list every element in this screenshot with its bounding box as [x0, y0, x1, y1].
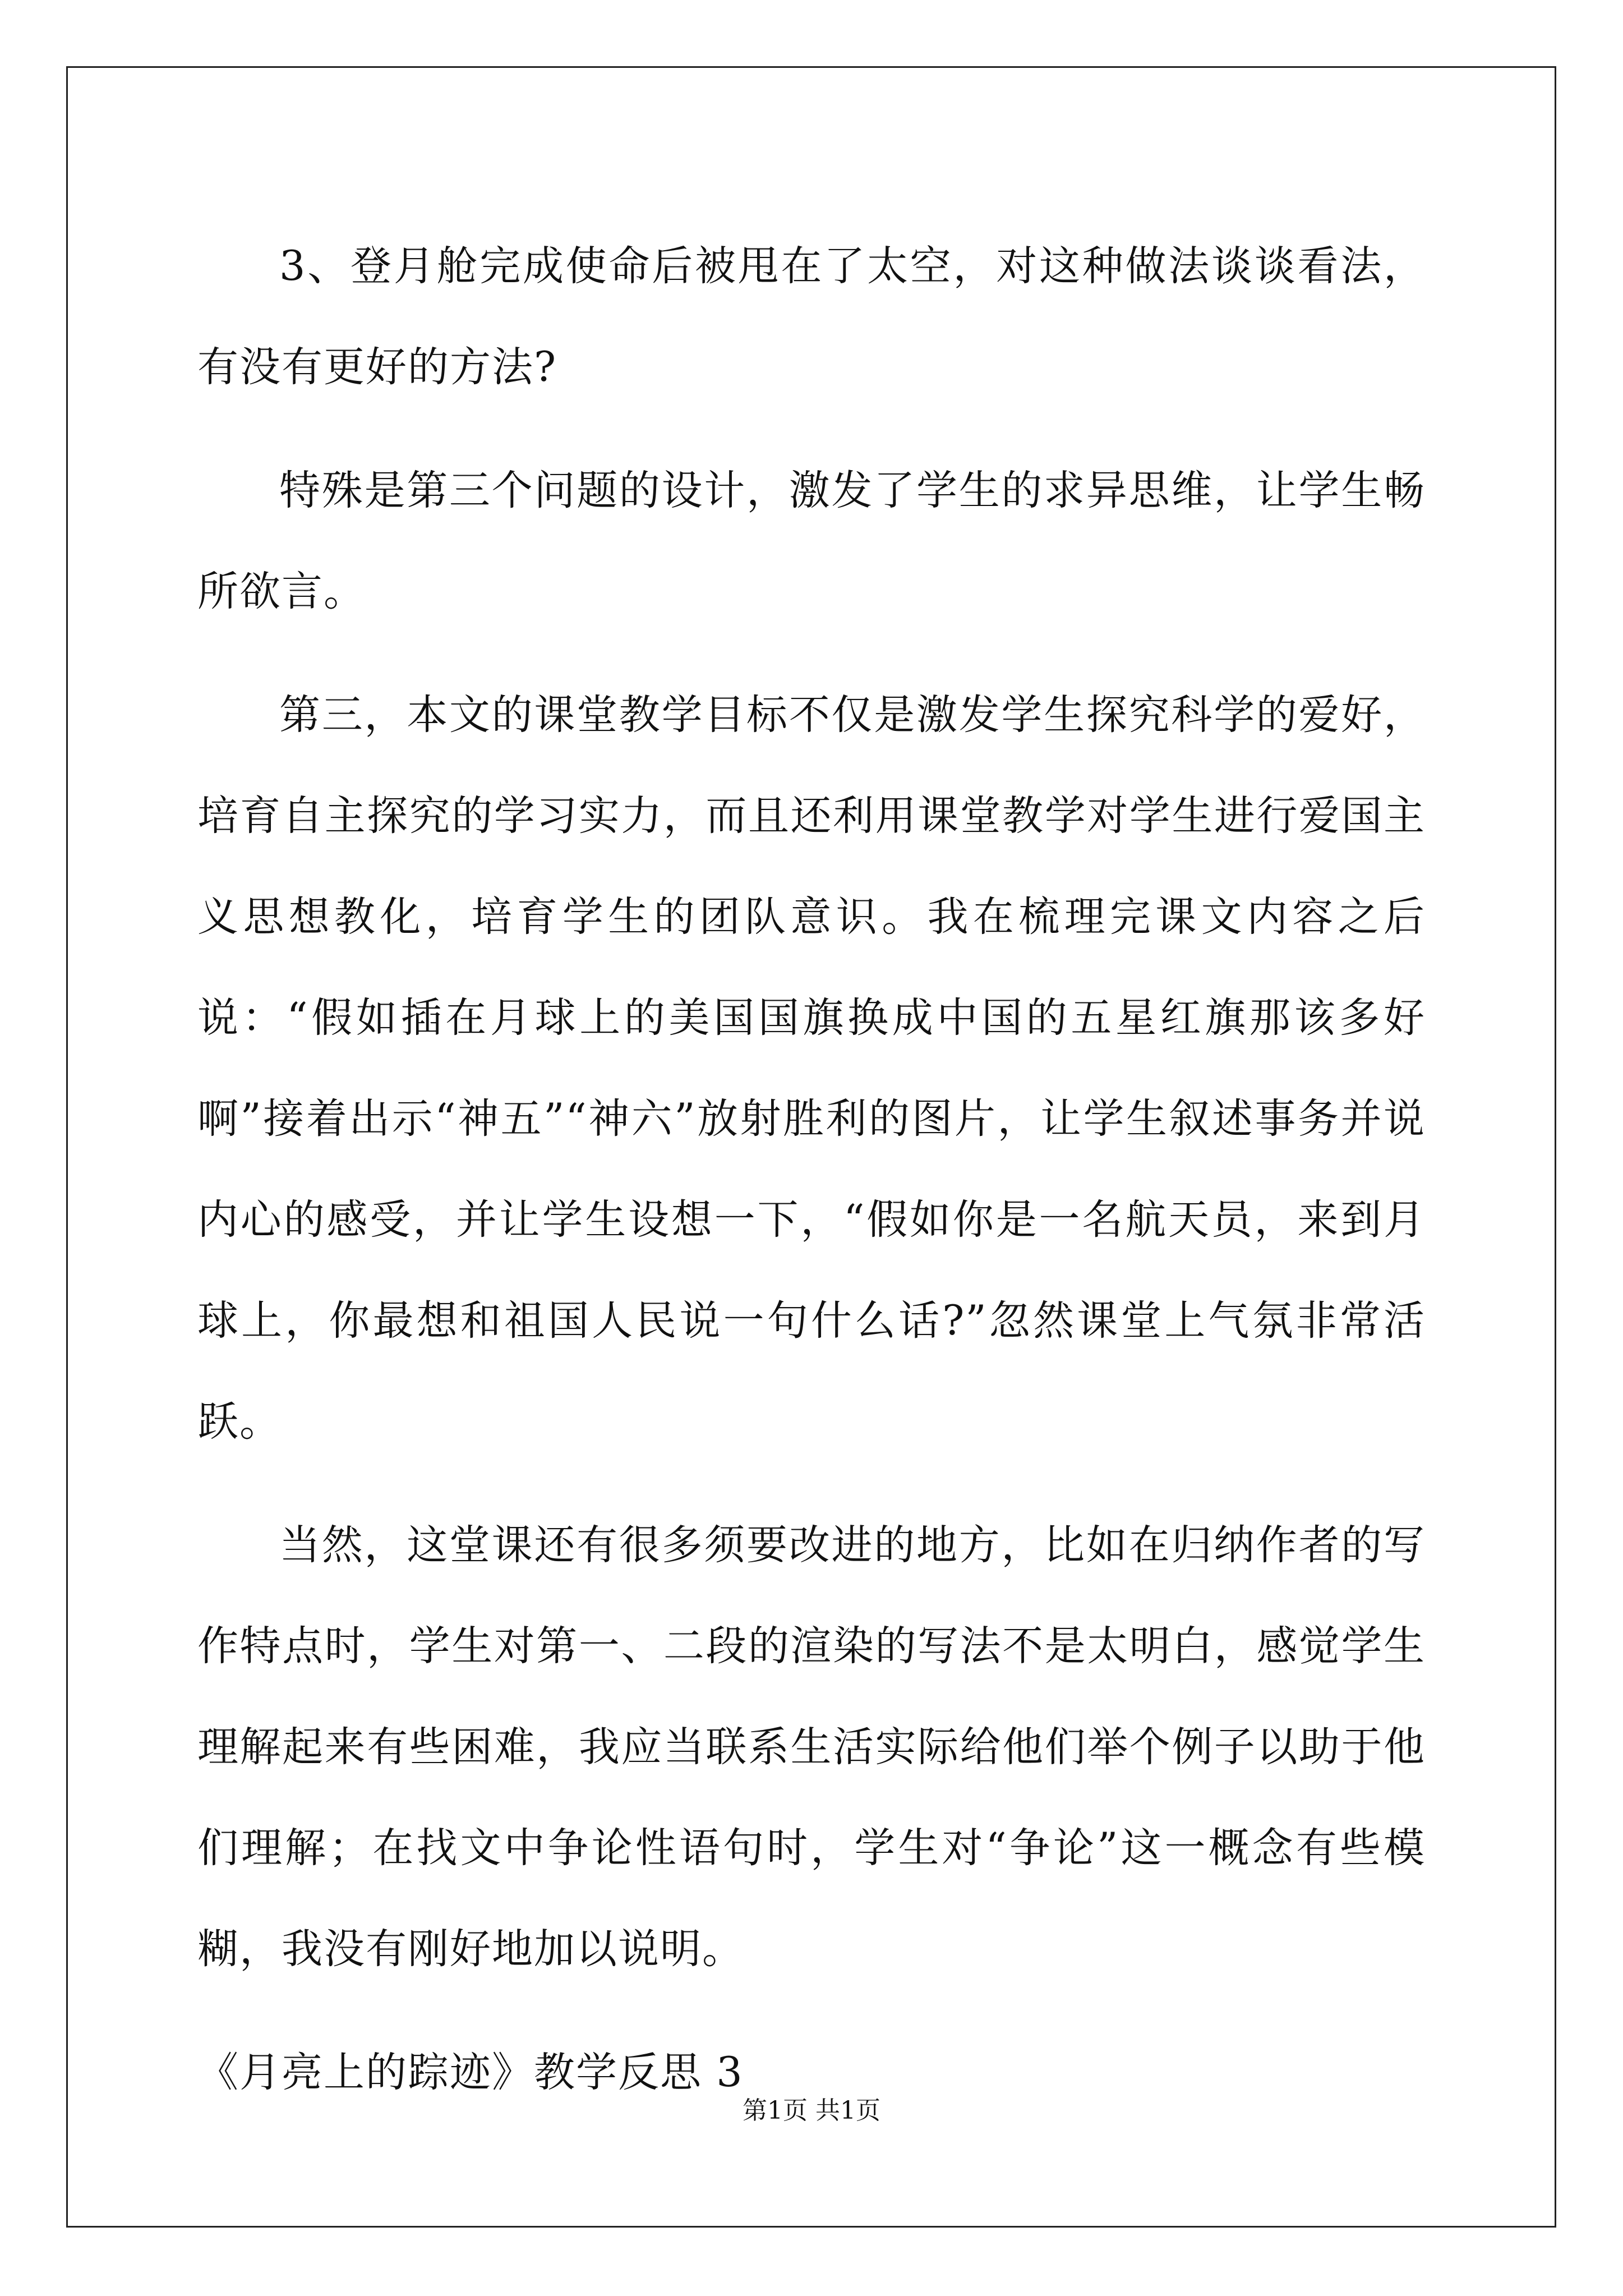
paragraph-teaching-goals: 第三，本文的课堂教学目标不仅是激发学生探究科学的爱好，培育自主探究的学习实力，而且还利用课堂教学对学生进行爱国主义思想教化，培育学生的团队意识。我在梳理完课文内容之后说：“假如插在月球上的美国国旗换成中国的五星红旗那该多好啊”接着出示“神五”“神六”放射胜利的图片，让学生叙述事务并说内心的感受，并让学生设想一下，“假如你是一名航天员，来到月球上，你最想和祖国人民说一句什么话?”忽然课堂上气氛非常活跃。	[197, 691, 1426, 1446]
paragraph-question-3: 3、登月舱完成使命后被甩在了太空，对这种做法谈谈看法，有没有更好的方法?	[197, 242, 1426, 391]
document-body	[197, 216, 1426, 2123]
page-footer: 第1页 共1页	[743, 2096, 880, 2125]
paragraph-third-question-design: 特殊是第三个问题的设计，激发了学生的求异思维，让学生畅所欲言。	[197, 467, 1426, 615]
paragraph-improvements: 当然，这堂课还有很多须要改进的地方，比如在归纳作者的写作特点时，学生对第一、二段的渲染的写法不是太明白，感觉学生理解起来有些困难，我应当联系生活实际给他们举个例子以助于他们理解；在找文中争论性语句时，学生对“争论”这一概念有些模糊，我没有刚好地加以说明。	[197, 1521, 1426, 1973]
section-title: 《月亮上的踪迹》教学反思 3	[197, 2049, 744, 2096]
